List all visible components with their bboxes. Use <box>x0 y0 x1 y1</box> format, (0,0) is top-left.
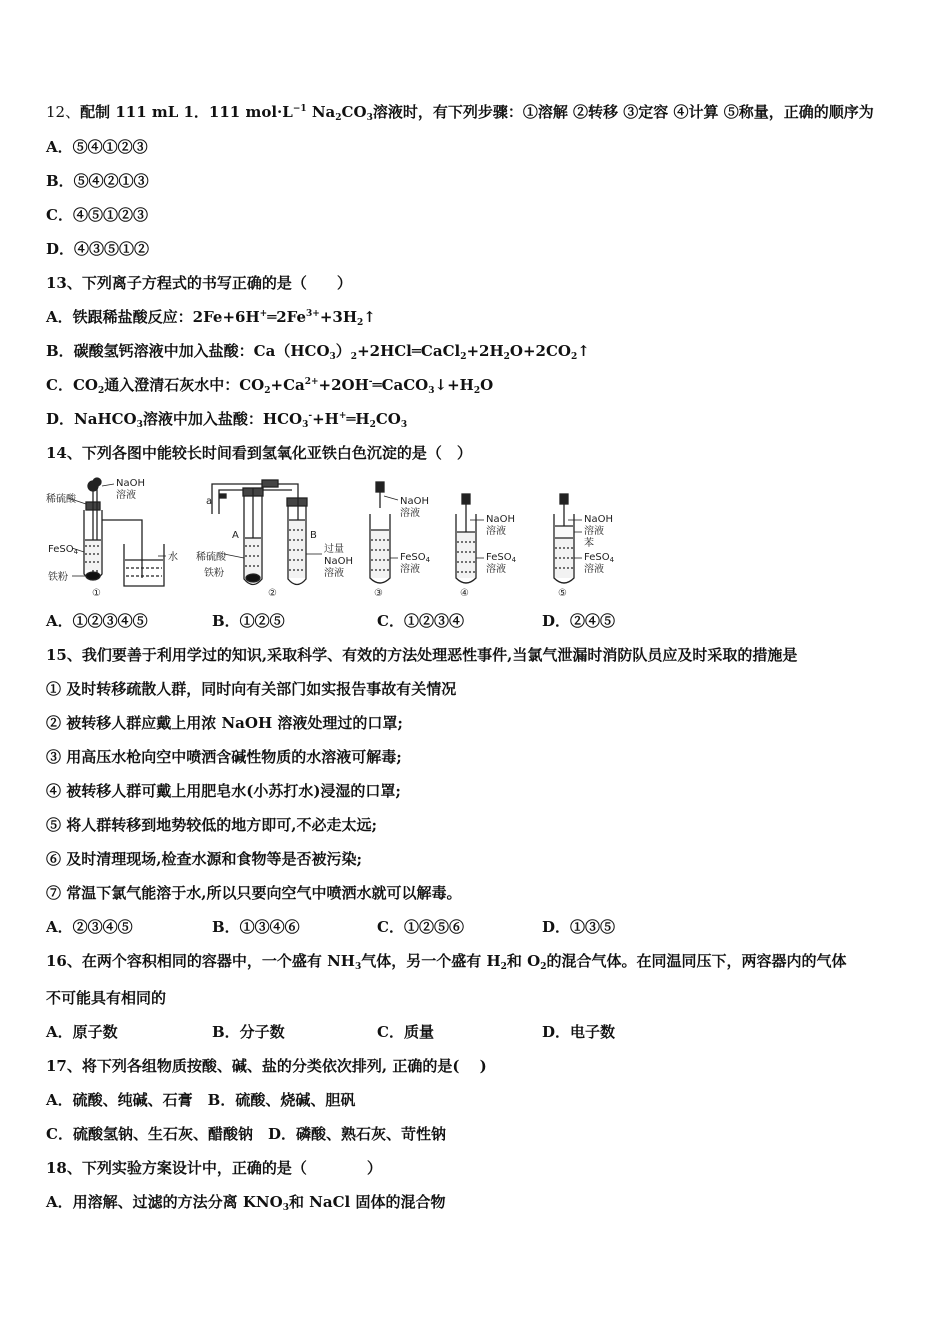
q16-option-b: B．分子数 <box>212 1023 285 1041</box>
apparatus-4 <box>456 494 484 583</box>
q15-option-a: A．②③④⑤ <box>46 918 133 936</box>
q12-option-d: D．④③⑤①② <box>46 240 150 258</box>
q16-stem: 16、在两个容积相同的容器中，一个盛有 $NH_3$气体，另一个盛有 $H_2$和 $O_2$的混合气体。在同温同压下，两容器内的气体 <box>46 952 847 972</box>
q16-option-c: C．质量 <box>377 1023 434 1041</box>
apparatus-5 <box>554 494 582 583</box>
fig4-label-solution: 溶液 <box>486 526 506 537</box>
q17-options-cd: C．硫酸氢钠、生石灰、醋酸钠 D．磷酸、熟石灰、苛性钠 <box>46 1125 446 1143</box>
fig3-number: ③ <box>374 588 383 599</box>
fig1-label-water: 水 <box>168 552 178 563</box>
q13-option-b: B．碳酸氢钙溶液中加入盐酸：$Ca(HCO_3)_2+2HCl═CaCl_2+2H_2O+2CO_2↑$ <box>46 342 590 362</box>
fig1-label-feso4: FeSO$_4$ <box>48 544 79 556</box>
fig5-label-feso4: FeSO$_4$ <box>584 552 615 564</box>
fig1-label-naoh: NaOH <box>116 478 145 489</box>
q18-option-a: A．用溶解、过滤的方法分离 $KNO_3$和 NaCl 固体的混合物 <box>46 1193 446 1213</box>
fig4-label-naoh: NaOH <box>486 514 515 525</box>
q12-option-b: B．⑤④②①③ <box>46 172 149 190</box>
fig3-label-solution: 溶液 <box>400 508 420 519</box>
q12-option-c: C．④⑤①②③ <box>46 206 148 224</box>
fig2-label-dilute-h2so4: 稀硫酸 <box>196 552 226 563</box>
q17-options-ab: A．硫酸、纯碱、石膏 B．硫酸、烧碱、胆矾 <box>46 1091 356 1109</box>
fig5-label-benzene: 苯 <box>584 538 594 549</box>
q15-item-3: ③ 用高压水枪向空中喷洒含碱性物质的水溶液可解毒; <box>46 748 402 766</box>
q15-item-1: ① 及时转移疏散人群，同时向有关部门如实报告事故有关情况 <box>46 680 457 698</box>
fig4-label-solution-2: 溶液 <box>486 564 506 575</box>
q13-stem: 13、下列离子方程式的书写正确的是（ ） <box>46 274 352 292</box>
fig2-label-excess: 过量 <box>324 544 344 555</box>
fig1-label-solution: 溶液 <box>116 490 136 501</box>
q14-stem: 14、下列各图中能较长时间看到氢氧化亚铁白色沉淀的是（ ） <box>46 444 472 462</box>
q15-option-b: B．①③④⑥ <box>212 918 300 936</box>
fig2-number: ② <box>268 588 277 599</box>
q15-stem: 15、我们要善于利用学过的知识,采取科学、有效的方法处理恶性事件,当氯气泄漏时消防队员应及时采取的措施是 <box>46 646 798 664</box>
fig5-number: ⑤ <box>558 588 567 599</box>
q14-option-d: D．②④⑤ <box>542 612 616 630</box>
q13-option-a: A．铁跟稀盐酸反应：$2Fe+6H^+═2Fe^{3+}+3H_2↑$ <box>46 308 376 328</box>
fig2-label-B: B <box>310 530 317 541</box>
fig2-label-naoh: NaOH <box>324 556 353 567</box>
q16-option-d: D．电子数 <box>542 1023 616 1041</box>
fig5-label-solution-2: 溶液 <box>584 564 604 575</box>
q16-stem-line2: 不可能具有相同的 <box>46 989 167 1007</box>
fig4-label-feso4: FeSO$_4$ <box>486 552 517 564</box>
fig1-label-iron-powder: 铁粉 <box>48 572 68 583</box>
q14-apparatus-figure <box>44 474 634 602</box>
apparatus-3 <box>370 482 398 583</box>
q15-item-2: ② 被转移人群应戴上用浓 NaOH 溶液处理过的口罩; <box>46 714 403 732</box>
apparatus-2 <box>212 480 322 585</box>
q15-item-6: ⑥ 及时清理现场,检查水源和食物等是否被污染; <box>46 850 362 868</box>
q12-number: 12、 <box>46 103 81 121</box>
q15-option-d: D．①③⑤ <box>542 918 616 936</box>
fig2-label-iron-powder: 铁粉 <box>204 568 224 579</box>
q14-option-c: C．①②③④ <box>377 612 464 630</box>
q15-item-5: ⑤ 将人群转移到地势较低的地方即可,不必走太远; <box>46 816 377 834</box>
fig5-label-solution: 溶液 <box>584 526 604 537</box>
q14-option-a: A．①②③④⑤ <box>46 612 148 630</box>
fig5-label-naoh: NaOH <box>584 514 613 525</box>
fig2-label-solution: 溶液 <box>324 568 344 579</box>
q18-stem: 18、下列实验方案设计中，正确的是（ ） <box>46 1159 382 1177</box>
fig2-label-A: A <box>232 530 239 541</box>
q12-stem: 12、配制 111 mL 1．111 $mol\cdot L^{-1}$ $Na_2CO_3$溶液时，有下列步骤：①溶解 ②转移 ③定容 ④计算 ⑤称量，正确的顺序为 <box>46 103 874 123</box>
q13-option-c: C．$CO_2$通入澄清石灰水中：$CO_2+Ca^{2+}+2OH^-═CaCO_3↓+H_2O$ <box>46 376 494 396</box>
fig1-number: ① <box>92 588 101 599</box>
fig2-label-a: a <box>206 496 213 507</box>
fig1-label-dilute-h2so4: 稀硫酸 <box>46 494 76 505</box>
q16-option-a: A．原子数 <box>46 1023 118 1041</box>
fig3-label-naoh: NaOH <box>400 496 429 507</box>
q17-stem: 17、将下列各组物质按酸、碱、盐的分类依次排列, 正确的是( ) <box>46 1057 487 1075</box>
q15-item-7: ⑦ 常温下氯气能溶于水,所以只要向空气中喷洒水就可以解毒。 <box>46 884 462 902</box>
fig3-label-feso4: FeSO$_4$ <box>400 552 431 564</box>
q15-item-4: ④ 被转移人群可戴上用肥皂水(小苏打水)浸湿的口罩; <box>46 782 401 800</box>
q15-option-c: C．①②⑤⑥ <box>377 918 464 936</box>
q13-option-d: D．NaHCO$_3$溶液中加入盐酸：$HCO_3^-+H^+═H_2CO_3$ <box>46 410 408 430</box>
q12-option-a: A．⑤④①②③ <box>46 138 148 156</box>
fig4-number: ④ <box>460 588 469 599</box>
q14-option-b: B．①②⑤ <box>212 612 285 630</box>
fig3-label-solution-2: 溶液 <box>400 564 420 575</box>
